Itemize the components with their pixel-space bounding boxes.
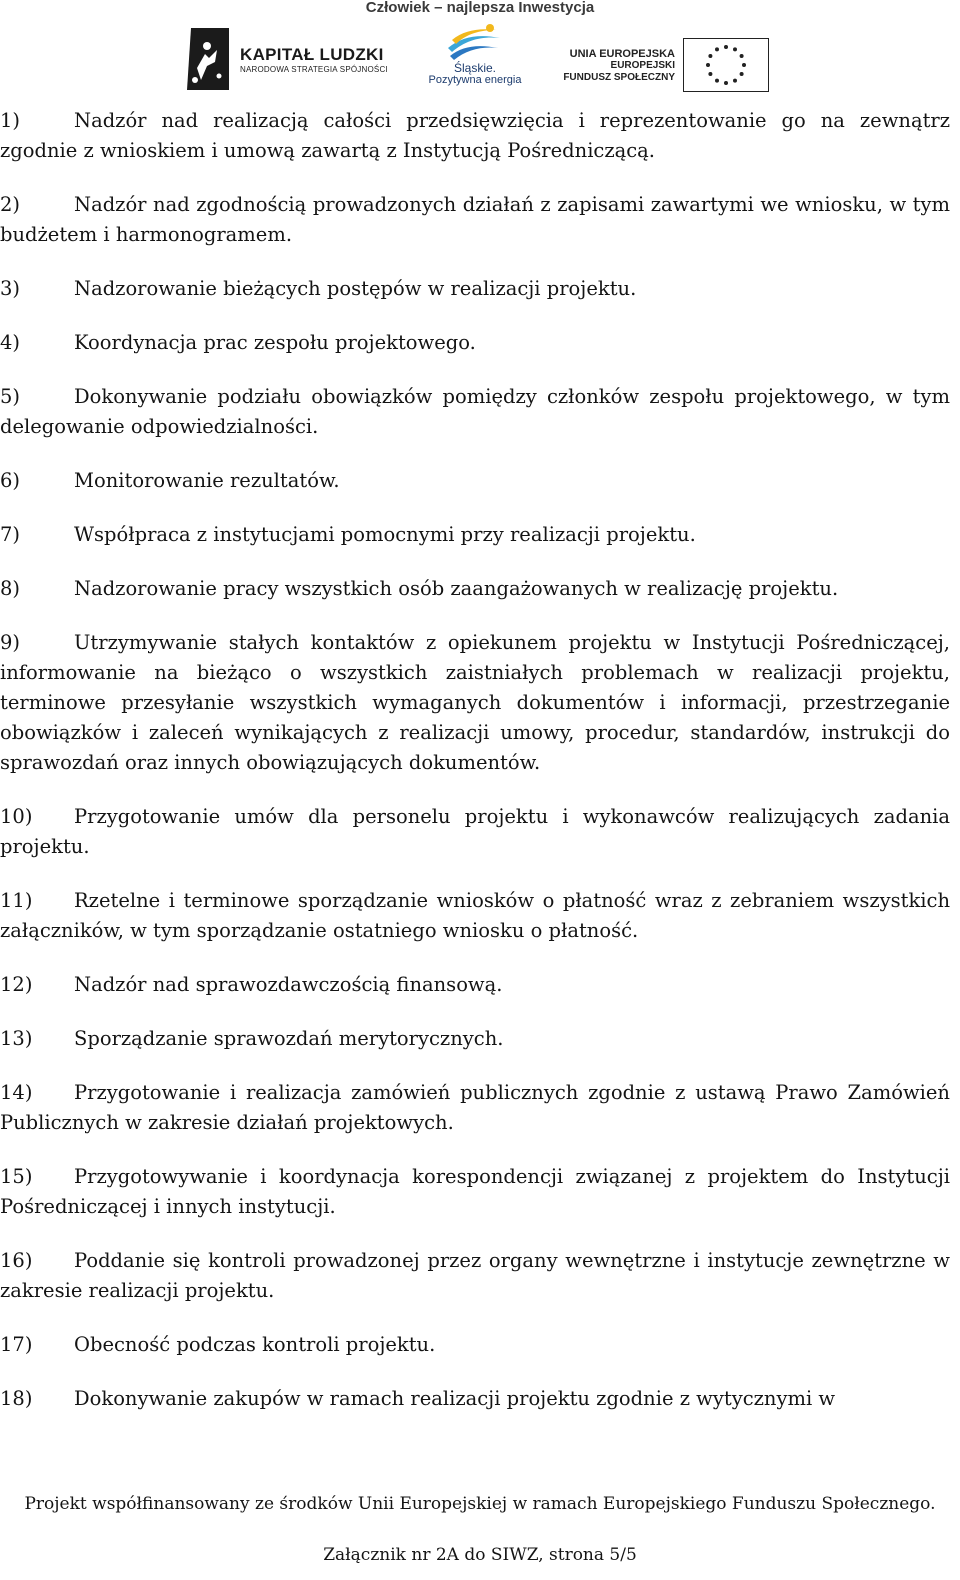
item-number: 10) [0,805,33,828]
item-number: 4) [0,331,21,354]
slaskie-logo-mark [440,22,508,66]
list-item [0,1330,950,1360]
eu-logo-text [555,48,675,84]
item-text: Nadzorowanie pracy wszystkich osób zaangażowanych w realizację projektu. [74,577,839,600]
list-item [0,1384,950,1414]
list-item [0,520,950,550]
item-number: 16) [0,1249,33,1272]
eu-line3: FUNDUSZ SPOŁECZNY [563,72,675,83]
list-item [0,970,950,1000]
item-text: Nadzór nad realizacją całości przedsięwzięcia i reprezentowanie go na zewnątrz zgodnie z wnioskiem i umową zawartą z Instytucją Pośredniczącą. [0,109,950,162]
slaskie-logo-text [420,62,530,86]
item-number: 12) [0,973,33,996]
item-number: 11) [0,889,33,912]
item-number: 18) [0,1387,33,1410]
list-item [0,1162,950,1222]
list-item [0,574,950,604]
funding-footer: Projekt współfinansowany ze środków Unii Europejskiej w ramach Europejskiego Funduszu Społecznego. [24,1494,936,1514]
item-number: 7) [0,523,21,546]
item-text: Obecność podczas kontroli projektu. [74,1333,436,1356]
list-item [0,802,950,862]
kapital-ludzki-title: KAPITAŁ LUDZKI [240,45,384,64]
header-logos [0,22,960,94]
item-text: Nadzór nad zgodnością prowadzonych działań z zapisami zawartymi we wniosku, w tym budżetem i harmonogramem. [0,193,950,246]
item-text: Nadzór nad sprawozdawczością finansową. [74,973,503,996]
item-text: Przygotowanie i realizacja zamówień publicznych zgodnie z ustawą Prawo Zamówień Publicznych w zakresie działań projektowych. [0,1081,950,1134]
slaskie-tagline: Pozytywna energia [428,74,522,86]
item-text: Przygotowanie umów dla personelu projektu i wykonawców realizujących zadania projektu. [0,805,950,858]
eu-flag-icon [683,38,769,92]
list-item [0,382,950,442]
list-item [0,328,950,358]
item-text: Nadzorowanie bieżących postępów w realizacji projektu. [74,277,637,300]
item-number: 13) [0,1027,33,1050]
list-item [0,106,950,166]
item-text: Poddanie się kontroli prowadzonej przez organy wewnętrzne i instytucje zewnętrzne w zakresie realizacji projektu. [0,1249,950,1302]
item-number: 5) [0,385,21,408]
slaskie-name: Śląskie. [453,61,497,75]
annex-page-label: Załącznik nr 2A do SIWZ, strona 5/5 [323,1545,637,1565]
list-item [0,190,950,250]
item-text: Utrzymywanie stałych kontaktów z opiekunem projektu w Instytucji Pośredniczącej, informowanie na bieżąco o wszystkich zaistniałych problemach w realizacji projektu, terminowe przesyłanie wszystkich wymaganych dokumentów i informacji, przestrzeganie obowiązków i zaleceń wynikających z realizacji umowy, procedur, standardów, instrukcji do sprawozdań oraz innych obowiązujących dokumentów. [0,631,950,774]
kapital-ludzki-logo-text [240,46,388,76]
list-item [0,466,950,496]
item-number: 9) [0,631,21,654]
list-item [0,1246,950,1306]
item-text: Rzetelne i terminowe sporządzanie wniosków o płatność wraz z zebraniem wszystkich załączników, w tym sporządzanie ostatniego wniosku o płatność. [0,889,950,942]
item-number: 2) [0,193,21,216]
item-text: Monitorowanie rezultatów. [74,469,340,492]
list-item [0,628,950,778]
item-number: 15) [0,1165,33,1188]
kapital-ludzki-subtitle: NARODOWA STRATEGIA SPÓJNOŚCI [240,65,388,74]
duties-list [0,106,950,1414]
item-text: Koordynacja prac zespołu projektowego. [74,331,476,354]
item-number: 17) [0,1333,33,1356]
item-number: 1) [0,109,21,132]
item-number: 8) [0,577,21,600]
item-text: Współpraca z instytucjami pomocnymi przy realizacji projektu. [74,523,696,546]
item-text: Przygotowywanie i koordynacja korespondencji związanej z projektem do Instytucji Pośredniczącej i innych instytucji. [0,1165,950,1218]
item-text: Dokonywanie zakupów w ramach realizacji projektu zgodnie z wytycznymi w [74,1387,836,1410]
eu-line1: UNIA EUROPEJSKA [569,48,675,60]
list-item [0,886,950,946]
list-item [0,1078,950,1138]
item-number: 6) [0,469,21,492]
item-text: Dokonywanie podziału obowiązków pomiędzy członków zespołu projektowego, w tym delegowanie odpowiedzialności. [0,385,950,438]
list-item [0,1024,950,1054]
item-number: 3) [0,277,21,300]
item-text: Sporządzanie sprawozdań merytorycznych. [74,1027,504,1050]
list-item [0,274,950,304]
kapital-ludzki-logo-mark [185,28,229,90]
header-motto: Człowiek – najlepsza Inwestycja [365,0,595,16]
eu-line2: EUROPEJSKI [610,60,675,71]
item-number: 14) [0,1081,33,1104]
